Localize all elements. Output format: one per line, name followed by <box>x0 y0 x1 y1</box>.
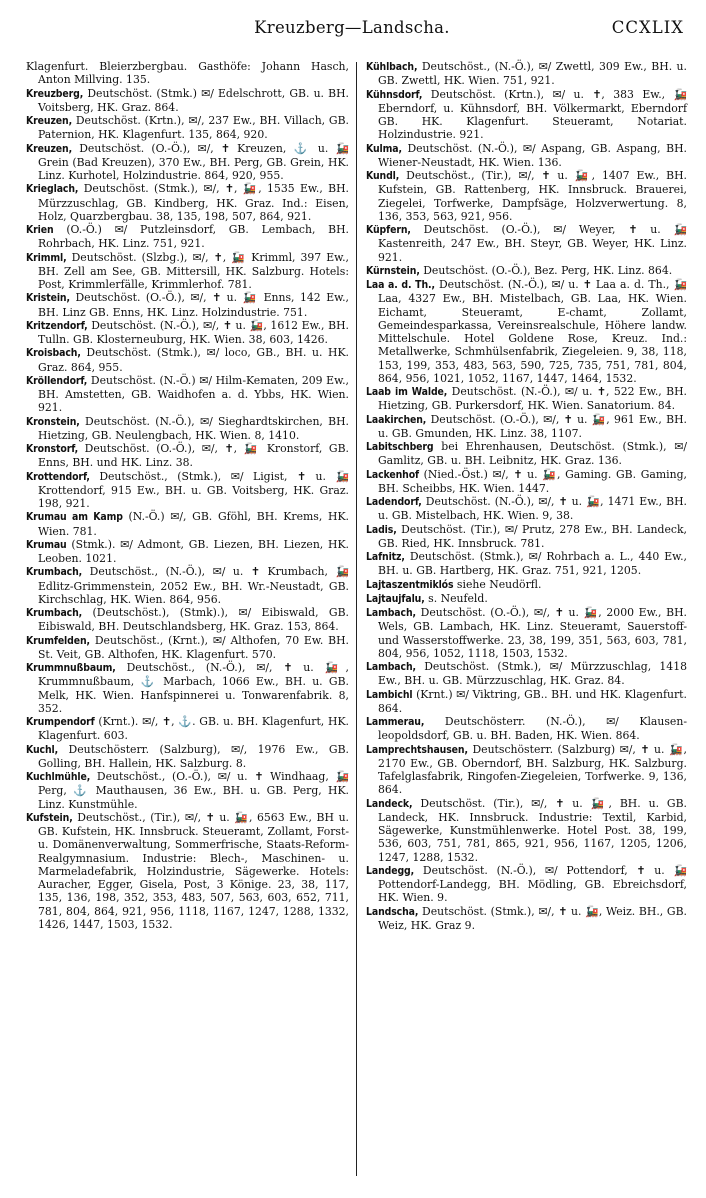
directory-entry <box>366 660 687 688</box>
directory-entry <box>26 415 349 443</box>
directory-entry <box>26 319 349 347</box>
entry-place-name: Ladis, <box>366 523 397 536</box>
directory-entry <box>26 346 349 374</box>
directory-entry <box>26 374 349 415</box>
entry-text: Deutschösterr. (N.-Ö.), ✉/ Klausen-leopoldsdorf, GB. u. BH. Baden, HK. Wien. 864. <box>378 715 688 743</box>
entry-text: (Krnt.). ✉/, ✝, ⚓. GB. u. BH. Klagenfurt, HK. Klagenfurt. 603. <box>38 715 349 743</box>
entry-place-name: Kroisbach, <box>26 347 81 360</box>
entry-place-name: Lajtaujfalu, <box>366 592 425 605</box>
entry-text: Deutschöst. (N.-Ö.), ✉/, ✝ u. 🚂, 1612 Ew., BH. Tulln. GB. Klosterneuburg, HK. Wien. 38, 603, 1426. <box>38 318 349 346</box>
entry-text: Deutschöst. (Krtn.), ✉/ u. ✝, 383 Ew., 🚂 Eberndorf, u. Kühnsdorf, BH. Völkermarkt, Eberndorf GB. HK. Klagenfurt. Steueramt, Notariat. Holzindustrie. 921. <box>378 87 687 142</box>
entry-place-name: Krumau am Kamp <box>26 511 123 524</box>
entry-place-name: Krien <box>26 224 54 236</box>
directory-entry <box>366 743 687 797</box>
directory-entry <box>26 60 349 87</box>
right-column <box>357 60 687 1176</box>
directory-entry <box>366 905 687 933</box>
entry-place-name: Lamprechtshausen, <box>366 743 468 756</box>
entry-text: Deutschöst. (O.-Ö.), ✉/, ✝, 🚂 Kronstorf, GB. Enns, BH. und HK. Linz. 38. <box>38 442 349 470</box>
directory-entry <box>366 385 687 413</box>
directory-entry <box>26 743 349 771</box>
entry-place-name: Lafnitz, <box>366 551 405 563</box>
directory-entry <box>26 87 349 115</box>
directory-entry <box>366 523 687 551</box>
entry-text: Deutschöst. (Slzbg.), ✉/, ✝, 🚂 Krimml, 397 Ew., BH. Zell am See, GB. Mittersill, HK. Salzburg. Hotels: Post, Krimmlerfälle, Krimmlerhof. 781. <box>38 250 349 291</box>
directory-entry <box>366 278 687 385</box>
entry-text: Deutschöst. (Stmk.), ✉/ Rohrbach a. L., 440 Ew., BH. u. GB. Hartberg, HK. Graz. 751, 921, 1205. <box>378 550 687 578</box>
directory-entry <box>366 592 687 606</box>
entry-place-name: Kröllendorf, <box>26 374 88 387</box>
entry-place-name: Lambach, <box>366 607 416 619</box>
directory-entry <box>26 182 349 223</box>
entry-text: Deutschöst. (Stmk.), ✉/, ✝, 🚂, 1535 Ew., BH. Mürzzuschlag, GB. Kindberg, HK. Graz. Ind.: Eisen, Holz, Quarzbergbau. 38, 135, 198, 507, 864, 921. <box>38 182 349 223</box>
entry-text: Deutschöst., (N.-Ö.), ✉/ Zwettl, 309 Ew., BH. u. GB. Zwettl, HK. Wien. 751, 921. <box>378 60 687 88</box>
directory-entry <box>26 661 349 715</box>
entry-text: (Deutschöst.), (Stmk).), ✉/ Eibiswald, GB. Eibiswald, BH. Deutschlandsberg, HK. Graz. 153, 864. <box>38 606 349 634</box>
entry-text: Deutschöst., (Krnt.), ✉/ Althofen, 70 Ew. BH. St. Veit, GB. Althofen, HK. Klagenfurt. 570. <box>38 633 349 661</box>
entry-place-name: Kundl, <box>366 170 400 182</box>
directory-entry <box>366 468 687 496</box>
entry-place-name: Kreuzen, <box>26 115 73 127</box>
entry-text: (N.-Ö.) ✉/, GB. Gföhl, BH. Krems, HK. Wien. 781. <box>38 510 349 538</box>
directory-entry <box>366 578 687 592</box>
entry-text: (Stmk.). ✉/ Admont, GB. Liezen, BH. Liezen, HK. Leoben. 1021. <box>38 537 350 565</box>
directory-entry <box>366 606 687 660</box>
directory-entry <box>26 470 349 511</box>
entry-place-name: Krumbach, <box>26 607 83 619</box>
entry-place-name: Laab im Walde, <box>366 386 448 398</box>
entry-place-name: Kufstein, <box>26 811 73 824</box>
entry-text: siehe Neudörfl. <box>456 577 542 591</box>
directory-entry <box>26 538 349 566</box>
entry-place-name: Kühnsdorf, <box>366 88 423 101</box>
entry-place-name: Kronstorf, <box>26 443 79 455</box>
directory-entry <box>26 223 349 251</box>
entry-place-name: Kritzendorf, <box>26 319 88 332</box>
entry-place-name: Labitschberg <box>366 441 434 453</box>
directory-entry <box>366 142 687 170</box>
directory-entry <box>26 770 349 811</box>
entry-text: Deutschöst. (Tir.), ✉/, ✝ u. 🚂, BH. u. GB. Landeck, HK. Innsbruck. Industrie: Textil, Karbid, Sägewerke, Kunstmühlenwerke. Hotel Post. 38, 199, 536, 603, 751, 781, 865, 921, 956, 1167, 1205, 1206, 1247, 1288, 1532. <box>378 796 687 864</box>
entry-place-name: Kreuzberg, <box>26 87 84 100</box>
directory-entry <box>366 60 687 88</box>
entry-text: Deutschösterr. (Salzburg) ✉/, ✝ u. 🚂, 2170 Ew., GB. Oberndorf, BH. Salzburg, HK. Salzburg. Tafelglasfabrik, Ringofen-Ziegeleien, Torfwerke. 9, 136, 864. <box>378 742 687 797</box>
entry-text: (Nied.-Öst.) ✉/, ✝ u. 🚂, Gaming. GB. Gaming, BH. Scheibbs, HK. Wien. 1447. <box>378 467 687 495</box>
entry-text: Deutschöst. (O.-Ö.), Bez. Perg, HK. Linz. 864. <box>423 263 673 277</box>
entry-text: Deutschöst., (N.-Ö.), ✉/ u. ✝ Krumbach, 🚂 Edlitz-Grimmenstein, 2052 Ew., BH. Wr.-Neustadt, GB. Kirchschlag, HK. Wien. 864, 956. <box>38 565 349 606</box>
entry-text: Deutschöst. (O.-Ö.), ✉/, ✝ u. 🚂 Enns, 142 Ew., BH. Linz GB. Enns, HK. Linz. Holzindustrie. 751. <box>38 291 349 319</box>
entry-place-name: Landegg, <box>366 864 415 877</box>
entry-text: Deutschöst., (O.-Ö.), ✉/ u. ✝ Windhaag, 🚂 Perg, ⚓ Mauthausen, 36 Ew., BH. u. GB. Perg, HK. Linz. Kunstmühle. <box>38 770 349 811</box>
entry-text: Deutschöst. (N.-Ö.), ✉/ Pottendorf, ✝ u. 🚂 Pottendorf-Landegg, BH. Mödling, GB. Ebreichsdorf, HK. Wien. 9. <box>378 863 687 905</box>
page-header <box>20 14 684 44</box>
directory-entry <box>366 264 687 278</box>
directory-entry <box>26 291 349 319</box>
directory-entry <box>366 88 687 142</box>
entry-text: Klagenfurt. Bleierzbergbau. Gasthöfe: Johann Hasch, Anton Millving. 135. <box>26 60 349 87</box>
directory-entry <box>26 565 349 606</box>
entry-place-name: Krummnußbaum, <box>26 662 116 674</box>
entry-text: Deutschöst. (N.-Ö.), ✉/ Sieghardtskirchen, BH. Hietzing, GB. Neulengbach, HK. Wien. 8, 1410. <box>38 414 350 442</box>
entry-place-name: Lammerau, <box>366 716 425 728</box>
entry-text: Deutschöst. (N.-Ö.), ✉/ u. ✝, 522 Ew., BH. Hietzing, GB. Purkersdorf, HK. Wien. Sanatorium. 84. <box>378 385 687 413</box>
left-column <box>26 60 356 1176</box>
entry-place-name: Krieglach, <box>26 183 79 196</box>
running-head: Kreuzberg—Landscha. <box>254 18 450 37</box>
entry-place-name: Kronstein, <box>26 415 80 428</box>
directory-entry <box>366 223 687 264</box>
entry-text: s. Neufeld. <box>428 591 488 605</box>
directory-entry <box>366 864 687 905</box>
directory-entry <box>366 495 687 523</box>
entry-place-name: Krimml, <box>26 251 67 264</box>
entry-text: bei Ehrenhausen, Deutschöst. (Stmk.), ✉/ Gamlitz, GB. u. BH. Leibnitz, HK. Graz. 136. <box>378 440 688 468</box>
directory-entry <box>366 715 687 743</box>
directory-entry <box>26 442 349 470</box>
entry-text: Deutschöst. (O.-Ö.), ✉/, ✝ u. 🚂, 2000 Ew., BH. Wels, GB. Lambach, HK. Linz. Steueramt, Sauerstoff- und Wasserstoffwerke. 23, 38, 199, 351, 563, 603, 781, 804, 956, 1052, 1118, 1503, 1532. <box>378 606 687 660</box>
entry-text: Deutschösterr. (Salzburg), ✉/, 1976 Ew., GB. Golling, BH. Hallein, HK. Salzburg. 8. <box>38 742 350 770</box>
entry-text: (Krnt.) ✉/ Viktring, GB.. BH. und HK. Klagenfurt. 864. <box>378 687 687 715</box>
entry-place-name: Lajtaszentmiklós <box>366 578 454 591</box>
entry-place-name: Kuchlmühle, <box>26 771 91 783</box>
directory-entry <box>26 510 349 538</box>
entry-text: Deutschöst., (Stmk.), ✉/ Ligist, ✝ u. 🚂 Krottendorf, 915 Ew., BH. u. GB. Voitsberg, HK. Graz. 198, 921. <box>38 469 349 510</box>
entry-place-name: Kürnstein, <box>366 264 420 277</box>
entry-text: Deutschöst., (N.-Ö.), ✉/, ✝ u. 🚂, Krummnußbaum, ⚓ Marbach, 1066 Ew., BH. u. GB. Melk, HK. Wien. Hanfspinnerei u. Tonwarenfabrik. 8, 352. <box>38 661 349 715</box>
entry-place-name: Kuchl, <box>26 743 59 756</box>
entry-text: Deutschöst., (Tir.), ✉/, ✝ u. 🚂, 1407 Ew., BH. Kufstein, GB. Rattenberg, HK. Innsbruck. Brauerei, Ziegelei, Torfwerke, Dampfsäge, Holzverwertung. 8, 136, 353, 563, 921, 956. <box>378 169 688 223</box>
entry-place-name: Laa a. d. Th., <box>366 279 435 291</box>
entry-place-name: Landeck, <box>366 797 413 810</box>
directory-entry <box>26 811 349 931</box>
entry-text: (O.-Ö.) ✉/ Putzleinsdorf, GB. Lembach, BH. Rohrbach, HK. Linz. 751, 921. <box>38 223 350 251</box>
entry-place-name: Laakirchen, <box>366 413 427 426</box>
directory-entry <box>366 797 687 864</box>
entry-place-name: Ladendorf, <box>366 496 422 508</box>
entry-text: Deutschöst. (Stmk.), ✉/, ✝ u. 🚂, Weiz. BH., GB. Weiz, HK. Graz 9. <box>378 904 687 932</box>
directory-entry <box>26 251 349 292</box>
directory-entry <box>26 715 349 743</box>
directory-entry <box>366 688 687 716</box>
entry-place-name: Kreuzen, <box>26 142 73 155</box>
entry-text: Deutschöst. (Tir.), ✉/ Prutz, 278 Ew., BH. Landeck, GB. Ried, HK. Innsbruck. 781. <box>378 522 687 550</box>
directory-entry <box>366 169 687 223</box>
entry-text: Deutschöst. (N.-Ö.), ✉/, ✝ u. 🚂, 1471 Ew., BH. u. GB. Mistelbach, HK. Wien. 9, 38. <box>378 495 687 523</box>
entry-place-name: Lambichl <box>366 688 413 701</box>
directory-entry <box>26 606 349 634</box>
directory-entry <box>26 634 349 662</box>
entry-place-name: Kulma, <box>366 142 402 155</box>
entry-place-name: Krottendorf, <box>26 470 90 483</box>
entry-text: Deutschöst. (O.-Ö.), ✉/, ✝ u. 🚂, 961 Ew., BH. u. GB. Gmunden, HK. Linz. 38, 1107. <box>378 412 687 440</box>
entry-place-name: Kristein, <box>26 292 70 305</box>
directory-entry <box>366 550 687 578</box>
directory-entry <box>26 142 349 183</box>
entry-place-name: Krumpendorf <box>26 716 95 728</box>
entry-text: Deutschöst. (Stmk.) ✉/ Edelschrott, GB. u. BH. Voitsberg, HK. Graz. 864. <box>38 86 349 114</box>
entry-text: Deutschöst. (Stmk.), ✉/ loco, GB., BH. u. HK. Graz. 864, 955. <box>38 346 349 374</box>
directory-entry <box>26 114 349 142</box>
entry-place-name: Krumfelden, <box>26 634 91 647</box>
entry-place-name: Kühlbach, <box>366 61 418 73</box>
entry-text: Deutschöst. (N.-Ö.), ✉/ Aspang, GB. Aspang, BH. Wiener-Neustadt, HK. Wien. 136. <box>378 141 687 169</box>
entry-text: Deutschöst. (N.-Ö.) ✉/ Hilm-Kematen, 209 Ew., BH. Amstetten, GB. Waidhofen a. d. Ybbs, HK. Wien. 921. <box>38 373 349 415</box>
entry-text: Deutschöst. (O.-Ö.), ✉/ Weyer, ✝ u. 🚂 Kastenreith, 247 Ew., BH. Steyr, GB. Weyer, HK. Linz. 921. <box>378 223 687 264</box>
page-number: CCXLIX <box>611 18 684 37</box>
entry-place-name: Landscha, <box>366 905 419 918</box>
text-columns <box>26 60 692 1176</box>
entry-place-name: Küpfern, <box>366 224 411 236</box>
entry-place-name: Krumau <box>26 538 67 551</box>
entry-text: Deutschöst. (Stmk.), ✉/ Mürzzuschlag, 1418 Ew., BH. u. GB. Mürzzuschlag, HK. Graz. 84. <box>378 660 688 688</box>
directory-entry <box>366 440 687 468</box>
entry-place-name: Lambach, <box>366 661 416 673</box>
entry-text: Deutschöst. (N.-Ö.), ✉/ u. ✝ Laa a. d. Th., 🚂 Laa, 4327 Ew., BH. Mistelbach, GB. Laa, HK. Wien. Eichamt, Steueramt, E-chamt, Zollamt, Gemeindesparkassa, Vereinsrealschule, Höhere landw. Mittelschule. Hotel Goldene Rose, Kreuz. Ind.: Metallwerke, Schmhülsenfabrik, Ziegeleien. 9, 38, 118, 153, 199, 353, 483, 563, 590, 725, 735, 751, 781, 804, 864, 956, 1021, 1052, 1167, 1447, 1464, 1532. <box>378 278 687 385</box>
entry-text: Deutschöst., (Tir.), ✉/, ✝ u. 🚂, 6563 Ew., BH u. GB. Kufstein, HK. Innsbruck. Steueramt, Zollamt, Forst- u. Domänenverwaltung, Sommerfrische, Staats-Reform-Realgymnasium. Industrie: Blech-, Maschinen- u. Marmeladefabrik, Holzindustrie, Sägewerke. Hotels: Auracher, Egger, Gisela, Post, 3 Könige. 23, 38, 117, 135, 136, 198, 352, 353, 483, 507, 563, 603, 652, 711, 781, 804, 864, 921, 956, 1118, 1167, 1247, 1288, 1332, 1426, 1447, 1503, 1532. <box>38 810 349 931</box>
entry-place-name: Krumbach, <box>26 566 83 579</box>
directory-entry <box>366 413 687 441</box>
entry-place-name: Lackenhof <box>366 468 419 481</box>
entry-text: Deutschöst. (Krtn.), ✉/, 237 Ew., BH. Villach, GB. Paternion, HK. Klagenfurt. 135, 864, 920. <box>38 114 349 142</box>
entry-text: Deutschöst. (O.-Ö.), ✉/, ✝ Kreuzen, ⚓ u. 🚂 Grein (Bad Kreuzen), 370 Ew., BH. Perg, GB. Grein, HK. Linz. Kurhotel, Holzindustrie. 864, 920, 955. <box>38 141 349 182</box>
